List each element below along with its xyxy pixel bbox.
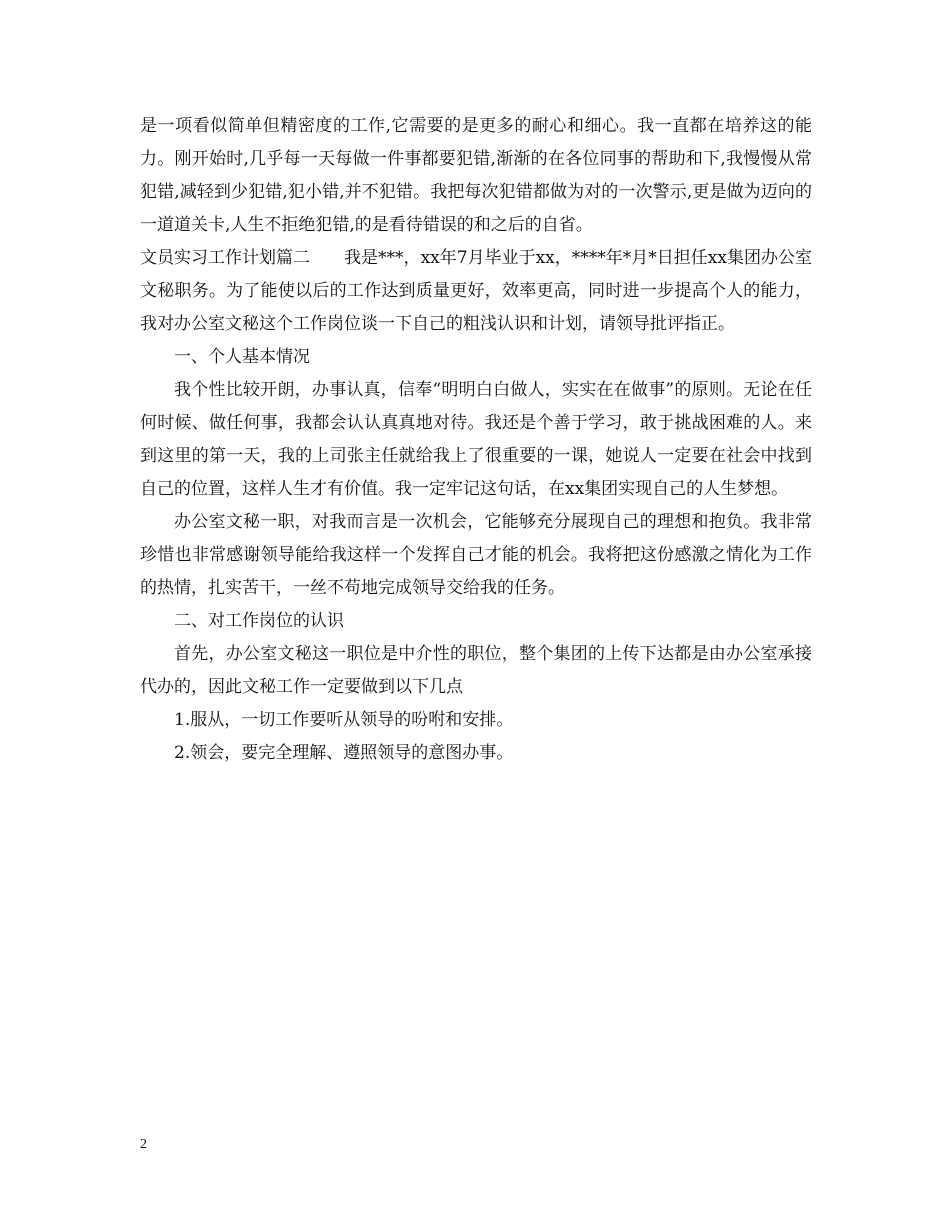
paragraph-opportunity: 办公室文秘一职，对我而言是一次机会，它能够充分展现自己的理想和抱负。我非常珍惜也非常感谢领导能给我这样一个发挥自己才能的机会。我将把这份感激之情化为工作的热情，扎实苦干，一丝不苟地完成领导交给我的任务。 xyxy=(140,512,812,598)
paragraph-section-intro: 文员实习工作计划篇二 我是***，xx年7月毕业于xx，****年*月*日担任xx集团办公室文秘职务。为了能使以后的工作达到质量更好，效率更高，同时进一步提高个人的能力，我对办公室文秘这个工作岗位谈一下自己的粗浅认识和计划，请领导批评指正。 xyxy=(140,248,812,334)
paragraph-personality: 我个性比较开朗，办事认真，信奉“明明白白做人，实实在在做事”的原则。无论在任何时候、做任何事，我都会认认真真地对待。我还是个善于学习，敢于挑战困难的人。来到这里的第一天，我的上司张主任就给我上了很重要的一课，她说人一定要在社会中找到自己的位置，这样人生才有价值。我一定牢记这句话，在xx集团实现自己的人生梦想。 xyxy=(140,380,812,499)
heading-personal-info: 一、个人基本情况 xyxy=(174,347,310,367)
page-number: 2 xyxy=(140,1137,147,1152)
list-item-obey: 1.服从，一切工作要听从领导的吩咐和安排。 xyxy=(174,710,514,730)
paragraph-continuation: 是一项看似简单但精密度的工作,它需要的是更多的耐心和细心。我一直都在培养这的能力。刚开始时,几乎每一天每做一件事都要犯错,渐渐的在各位同事的帮助和下,我慢慢从常犯错,减轻到少犯错,犯小错,并不犯错。我把每次犯错都做为对的一次警示,更是做为迈向的一道道关卡,人生不拒绝犯错,的是看待错误的和之后的自省。 xyxy=(140,116,812,235)
heading-job-understanding: 二、对工作岗位的认识 xyxy=(174,611,344,631)
document-body xyxy=(140,110,812,770)
paragraph-job-role: 首先，办公室文秘这一职位是中介性的职位，整个集团的上传下达都是由办公室承接代办的，因此文秘工作一定要做到以下几点 xyxy=(140,644,812,697)
list-item-understand: 2.领会，要完全理解、遵照领导的意图办事。 xyxy=(174,743,514,763)
